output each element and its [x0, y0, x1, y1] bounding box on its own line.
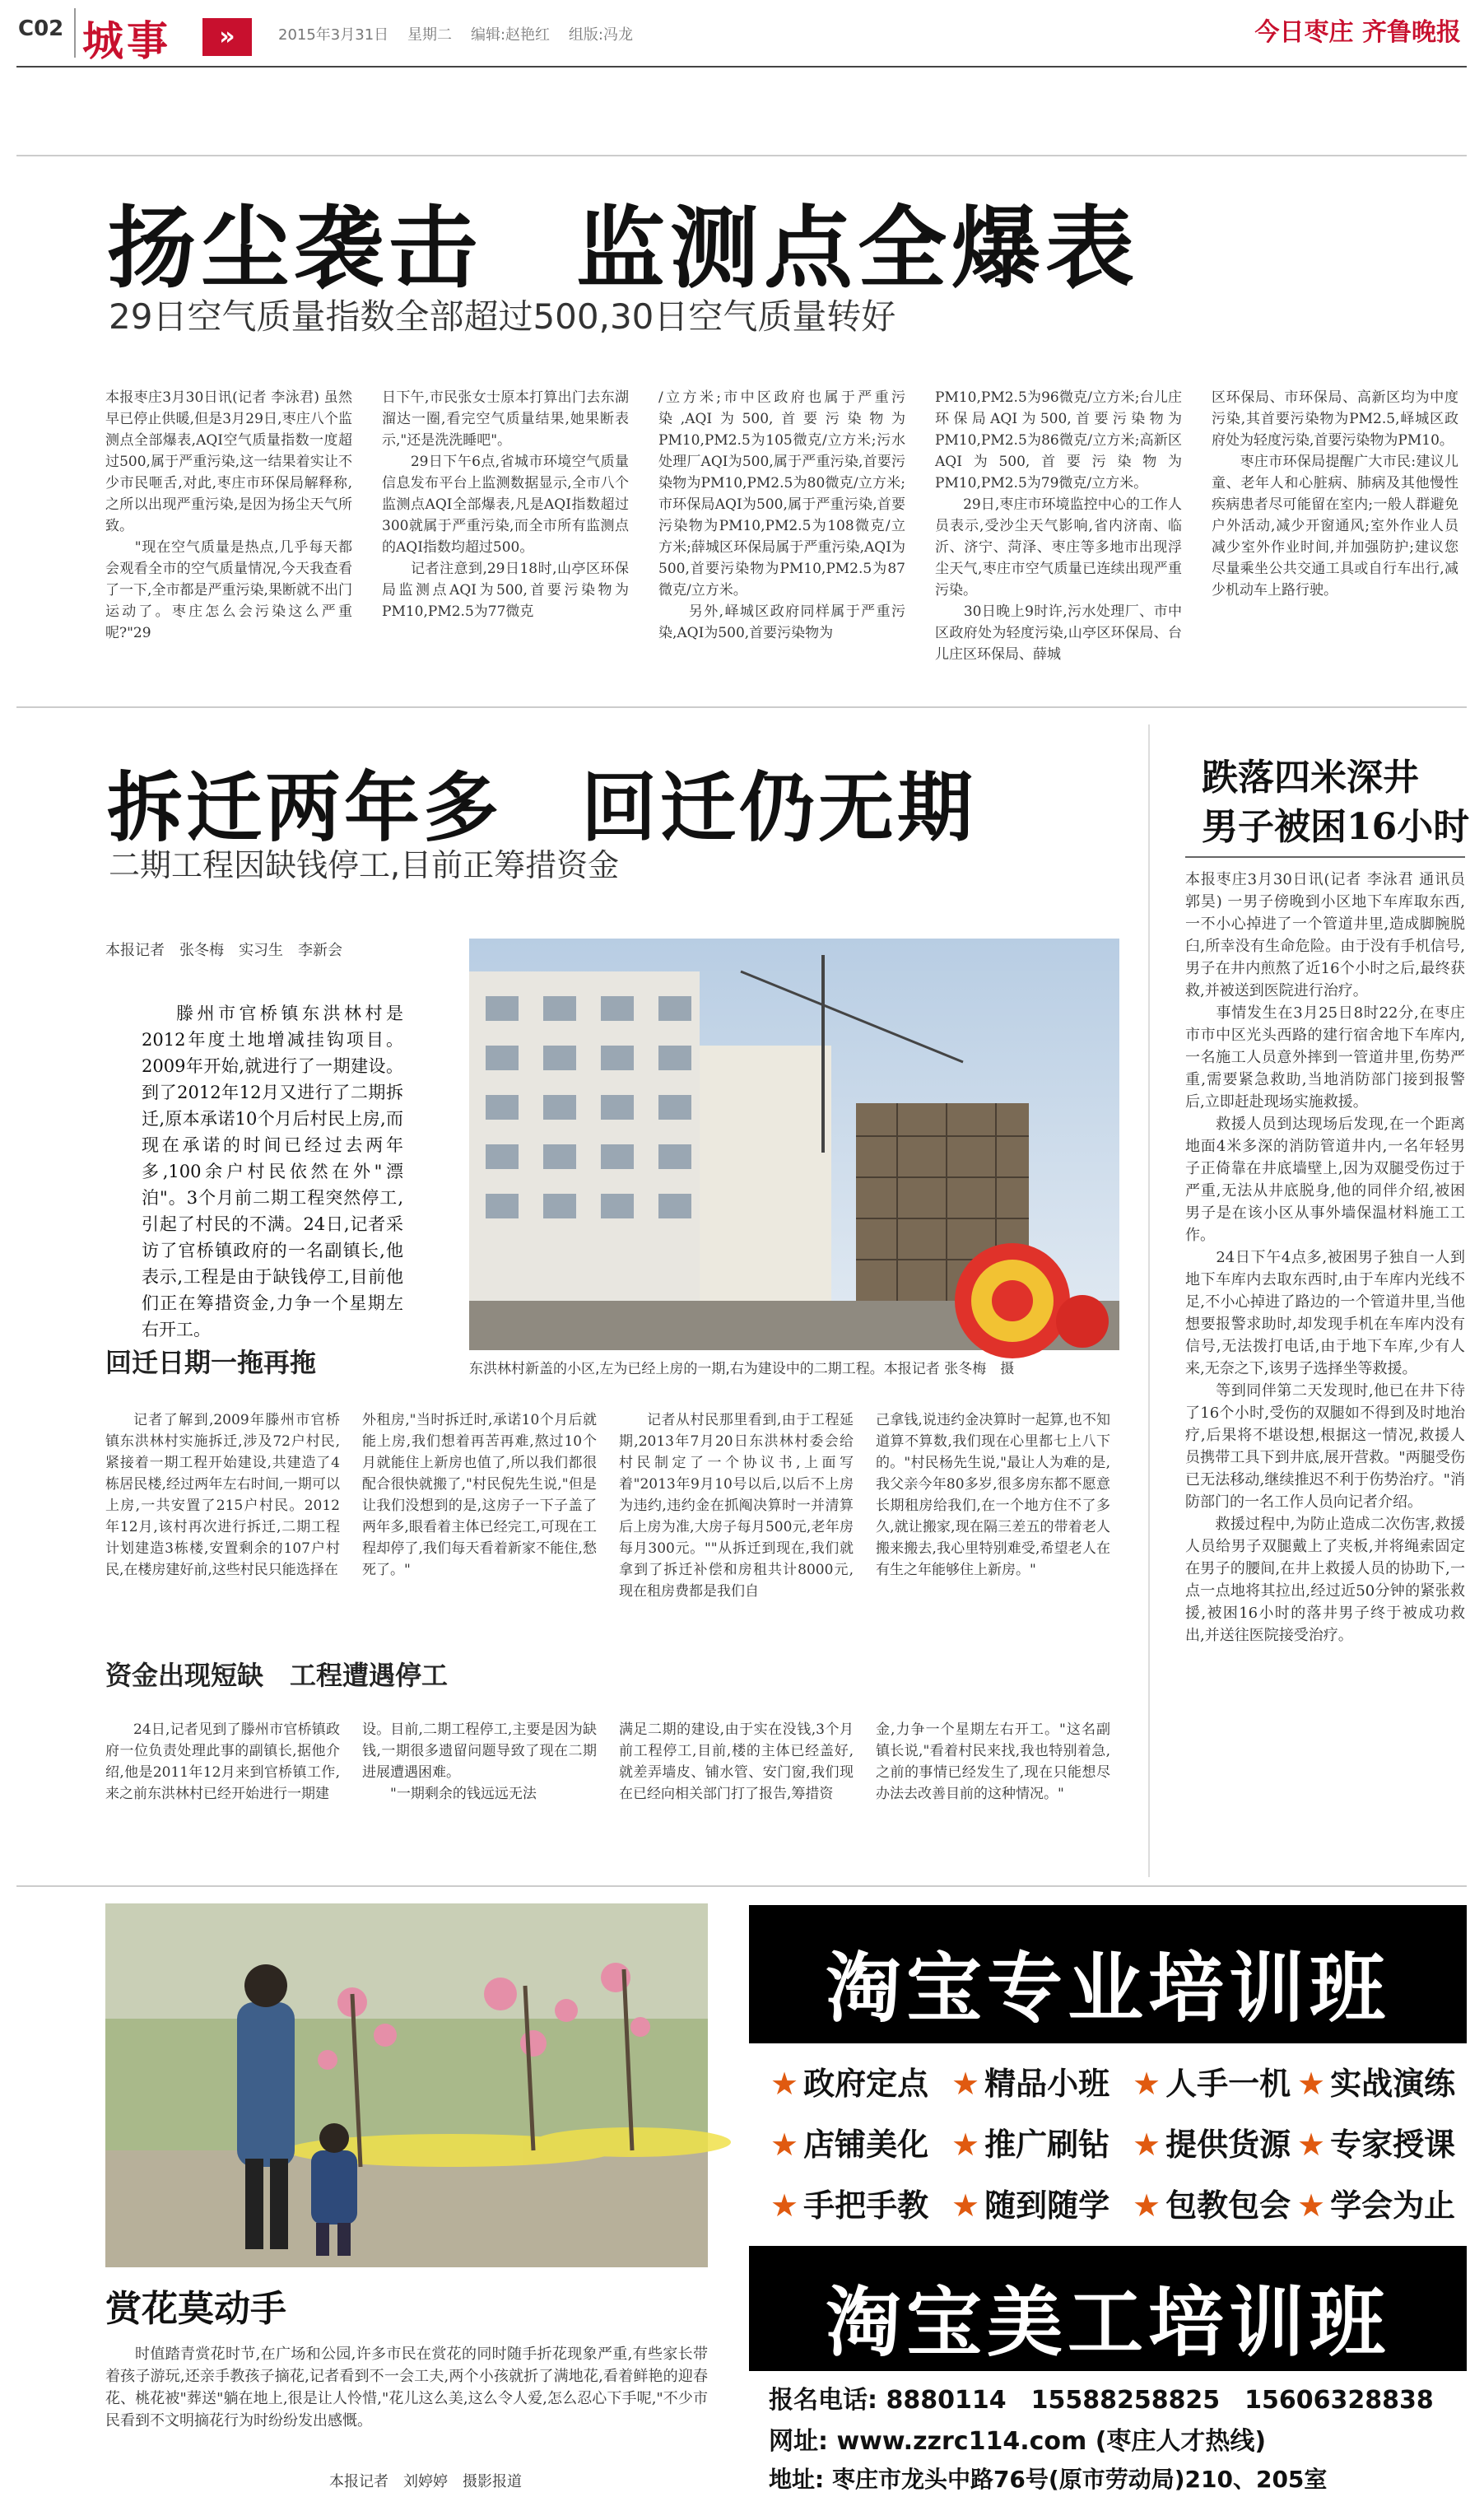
star-icon: ★ [1133, 2187, 1161, 2224]
ad-features-panel [749, 2043, 1467, 2246]
story2-byline: 本报记者 张冬梅 实习生 李新会 [105, 942, 342, 959]
story2-sec2-column-2: 设。目前,二期工程停工,主要是因为缺钱,一期很多遗留问题导致了现在二期进展遭遇困难。 "一期剩余的钱远远无法 [362, 1721, 597, 1802]
star-icon: ★ [951, 2066, 980, 2102]
ad-feature: ★ 人手一机 [1133, 2066, 1291, 2102]
ad-feature: ★ 实战演练 [1297, 2066, 1456, 2102]
story2-lead: 滕州市官桥镇东洪林村是2012年度土地增减挂钩项目。2009年开始,就进行了一期建设。到了2012年12月又进行了二期拆迁,原本承诺10个月后村民上房,而现在承诺的时间已经过去两年多,100余户村民依然在外"漂泊"。3个月前二期工程突然停工,引起了村民的不满。24日,记者采访了官桥镇政府的一名副镇长,他表示,工程是由于缺钱停工,目前他们正在筹措资金,力争一个星期左右开工。 [142, 1004, 403, 1339]
story1-column-4: PM10,PM2.5为96微克/立方米;台儿庄环保局AQI为500,首要污染物为PM10,PM2.5为86微克/立方米;高新区AQI为500,首要污染物为PM10,PM2.5为79微克/立方米。 29日,枣庄市环境监控中心的工作人员表示,受沙尘天气影响,省内济南、临沂、济宁、菏泽、枣庄等多地市出现浮尘天气,枣庄市空气质量已连续出现严重污染。 30日晚上9时许,污水处理厂、市中区政府处为轻度污染,山亭区环保局、台儿庄区环保局、薛城 [935, 389, 1182, 663]
story4-body: 时值踏青赏花时节,在广场和公园,许多市民在赏花的同时随手折花现象严重,有些家长带着孩子游玩,还亲手教孩子摘花,记者看到不一会工夫,两个小孩就折了满地花,看着鲜艳的迎春花、桃花被"葬送"躺在地上,很是让人怜惜,"花儿这么美,这么令人爱,怎么忍心下手呢,"不少市民看到不文明摘花行为时纷纷发出感慨。 [105, 2346, 708, 2429]
star-icon: ★ [1297, 2187, 1326, 2224]
training-ad [749, 1905, 1467, 2498]
story2-subhead-1: 回迁日期一拖再拖 [105, 1347, 317, 1378]
story4-byline: 本报记者 刘婷婷 摄影报道 [329, 2473, 522, 2490]
story2-subhead-2: 资金出现短缺 工程遭遇停工 [105, 1660, 449, 1691]
ad-feature: ★ 手把手教 [770, 2187, 929, 2224]
story4-headline: 赏花莫动手 [105, 2288, 286, 2330]
story1-subheadline: 29日空气质量指数全部超过500,30日空气质量转好 [109, 296, 896, 337]
story1-column-3: /立方米;市中区政府也属于严重污染,AQI为500,首要污染物为PM10,PM2.5为105微克/立方米;污水处理厂AQI为500,属于严重污染,首要污染物为PM10,PM2.5为80微克/立方米;市环保局AQI为500,属于严重污染,首要污染物为PM10,PM2.5为108微克/立方米;薛城区环保局属于严重污染,AQI为500,首要污染物为PM10,PM2.5为87微克/立方米。 另外,峄城区政府同样属于严重污染,AQI为500,首要污染物为 [658, 389, 905, 641]
star-icon: ★ [770, 2187, 799, 2224]
star-icon: ★ [1297, 2127, 1326, 2163]
story2-headline: 拆迁两年多 回迁仍无期 [107, 763, 977, 852]
ad-feature: ★ 提供货源 [1133, 2127, 1291, 2163]
story2-sec1-column-1: 记者了解到,2009年滕州市官桥镇东洪林村实施拆迁,涉及72户村民,紧接着一期工程开始建设,共建造了4栋居民楼,经过两年左右时间,一期可以上房,一共安置了215户村民。2012年12月,该村再次进行拆迁,二期工程计划建造3栋楼,安置剩余的107户村民,在楼房建好前,这些村民只能选择在 [105, 1412, 340, 1578]
ad-title-2: 淘宝美工培训班 [825, 2279, 1390, 2367]
header-divider [74, 8, 76, 58]
story2-subheadline: 二期工程因缺钱停工,目前正筹措资金 [109, 847, 620, 883]
star-icon: ★ [1297, 2066, 1326, 2102]
story1-headline: 扬尘袭击 监测点全爆表 [107, 197, 1140, 300]
ad-title-1: 淘宝专业培训班 [825, 1945, 1390, 2033]
flower-photo [105, 1903, 708, 2267]
story2-sec1-column-2: 外租房,"当时拆迁时,承诺10个月后就能上房,我们想着再苦再难,熬过10个月就能住上新房也值了,所以我们都很配合很快就搬了,"村民倪先生说,"但是让我们没想到的是,这房子一下子盖了两年多,眼看着主体已经完工,可现在工程却停了,我们每天看着新家不能住,愁死了。" [362, 1412, 597, 1578]
story1-column-5: 区环保局、市环保局、高新区均为中度污染,其首要污染物为PM2.5,峄城区政府处为轻度污染,首要污染物为PM10。 枣庄市环保局提醒广大市民:建议儿童、老年人和心脏病、肺病及其他慢性疾病患者尽可能留在室内;一般人群避免户外活动,减少开窗通风;室外作业人员减少室外作业时间,并加强防护;建议您尽量乘坐公共交通工具或自行车出行,减少机动车上路行驶。 [1212, 389, 1458, 599]
section-title: 城事 [82, 17, 171, 65]
star-icon: ★ [770, 2127, 799, 2163]
construction-photo [469, 939, 1119, 1350]
story3-headline-line1: 跌落四米深井 [1202, 757, 1419, 799]
lower-rule [16, 1885, 1467, 1887]
ad-feature: ★ 包教包会 [1133, 2187, 1291, 2224]
brand-logo: 今日枣庄 齐鲁晚报 [1254, 18, 1461, 47]
story3-rule [1185, 856, 1465, 858]
story3-headline-line2: 男子被困16小时 [1202, 806, 1470, 848]
star-icon: ★ [1133, 2127, 1161, 2163]
ad-address: 地址: 枣庄市龙头中路76号(原市劳动局)210、205室 [769, 2466, 1328, 2493]
issue-meta: 2015年3月31日 星期二 编辑:赵艳红 组版:冯龙 [278, 26, 633, 44]
ad-feature: ★ 店铺美化 [770, 2127, 929, 2163]
story2-sec1-column-4: 己拿钱,说违约金决算时一起算,也不知道算不算数,我们现在心里都七上八下的。"村民杨先生说,"最让人为难的是,我父亲今年80多岁,很多房东都不愿意长期租房给我们,在一个地方住不了多久,就让搬家,现在隔三差五的带着老人搬来搬去,我心里特别难受,希望老人在有生之年能够住上新房。" [876, 1412, 1110, 1578]
story1-rule [16, 706, 1467, 708]
story2-sec2-column-3: 满足二期的建设,由于实在没钱,3个月前工程停工,目前,楼的主体已经盖好,就差弄墙皮、铺水管、安门窗,我们现在已经向相关部门打了报告,筹措资 [619, 1721, 854, 1802]
column-divider [1148, 724, 1150, 1877]
section-arrow-icon: » [202, 18, 252, 56]
story3-body: 本报枣庄3月30日讯(记者 李泳君 通讯员 郭昊) 一男子傍晚到小区地下车库取东西,一不小心掉进了一个管道井里,造成脚腕脱臼,所幸没有生命危险。由于没有手机信号,男子在井内煎熬了近16个小时之后,最终获救,并被送到医院进行治疗。 事情发生在3月25日8时22分,在枣庄市市中区光头西路的建行宿舍地下车库内,一名施工人员意外摔到一管道井里,伤势严重,需要紧急救助,当地消防部门接到报警后,立即赶赴现场实施救援。 救援人员到达现场后发现,在一个距离地面4米多深的消防管道井内,一名年轻男子正倚靠在井底墙壁上,因为双腿受伤过于严重,无法从井底脱身,他的同伴介绍,被困男子是在该小区从事外墙保温材料施工工作。 24日下午4点多,被困男子独自一人到地下车库内去取东西时,由于车库内光线不足,不小心掉进了路边的一个管道井里,当他想要报警求助时,却发现手机在车库内没有信号,无法拨打电话,由于地下车库,少有人来,无奈之下,该男子选择坐等救援。 等到同伴第二天发现时,他已在井下待了16个小时,受伤的双腿如不得到及时地治疗,后果将不堪设想,根据这一情况,救援人员携带工具下到井底,展开营救。"两腿受伤已无法移动,继续推迟不利于伤势治疗。"消防部门的一名工作人员向记者介绍。 救援过程中,为防止造成二次伤害,救援人员给男子双腿戴上了夹板,并将绳索固定在男子的腰间,在井上救援人员的协助下,一点一点地将其拉出,经过近50分钟的紧张救援,被困16小时的落井男子终于被成功救出,并送往医院接受治疗。 [1185, 871, 1465, 1644]
top-rule [16, 155, 1467, 156]
story2-sec2-column-1: 24日,记者见到了滕州市官桥镇政府一位负责处理此事的副镇长,据他介绍,他是2011年12月来到官桥镇工作,来之前东洪林村已经开始进行一期建 [105, 1721, 340, 1802]
ad-feature: ★ 专家授课 [1297, 2127, 1456, 2163]
photo-caption: 东洪林村新盖的小区,左为已经上房的一期,右为建设中的二期工程。本报记者 张冬梅 摄 [469, 1361, 1015, 1377]
ad-feature: ★ 精品小班 [951, 2066, 1110, 2102]
story1-column-2: 日下午,市民张女士原本打算出门去东湖溜达一圈,看完空气质量结果,她果断表示,"还是洗洗睡吧"。 29日下午6点,省城市环境空气质量信息发布平台上监测数据显示,全市八个监测点AQI全部爆表,凡是AQI指数超过300就属于严重污染,而全市所有监测点的AQI指数均超过500。 记者注意到,29日18时,山亭区环保局监测点AQI为500,首要污染物为PM10,PM2.5为77微克 [382, 389, 629, 620]
ad-website: 网址: www.zzrc114.com (枣庄人才热线) [769, 2427, 1267, 2456]
star-icon: ★ [770, 2066, 799, 2102]
ad-feature: ★ 随到随学 [951, 2187, 1110, 2224]
ad-feature: ★ 推广刷钻 [951, 2127, 1110, 2163]
star-icon: ★ [1133, 2066, 1161, 2102]
header-rule [16, 66, 1467, 68]
ad-phone: 报名电话: 8880114 15588258825 15606328838 [769, 2386, 1434, 2415]
star-icon: ★ [951, 2127, 980, 2163]
ad-feature: ★ 政府定点 [770, 2066, 929, 2102]
ad-contact-panel [749, 2371, 1467, 2498]
story1-column-1: 本报枣庄3月30日讯(记者 李泳君) 虽然早已停止供暖,但是3月29日,枣庄八个监测点全部爆表,AQI空气质量指数一度超过500,属于严重污染,这一结果着实让不少市民咂舌,对此,枣庄市环保局解释称,之所以出现严重污染,是因为扬尘天气所致。 "现在空气质量是热点,几乎每天都会观看全市的空气质量情况,今天我查看了一下,全市都是严重污染,果断就不出门运动了。枣庄怎么会污染这么严重呢?"29 [105, 389, 352, 641]
story2-sec2-column-4: 金,力争一个星期左右开工。"这名副镇长说,"看着村民来找,我也特别着急,之前的事情已经发生了,现在只能想尽办法去改善目前的这种情况。" [876, 1721, 1110, 1802]
star-icon: ★ [951, 2187, 980, 2224]
ad-feature: ★ 学会为止 [1297, 2187, 1456, 2224]
story2-sec1-column-3: 记者从村民那里看到,由于工程延期,2013年7月20日东洪林村委会给村民制定了一个协议书,上面写着"2013年9月10号以后,以后不上房为违约,违约金在抓阄决算时一并清算后上房为准,大房子每月500元,老年房每月300元。""从拆迁到现在,我们就拿到了拆迁补偿和房租共计8000元,现在租房费都是我们自 [619, 1412, 854, 1600]
page-number: C02 [18, 16, 64, 41]
